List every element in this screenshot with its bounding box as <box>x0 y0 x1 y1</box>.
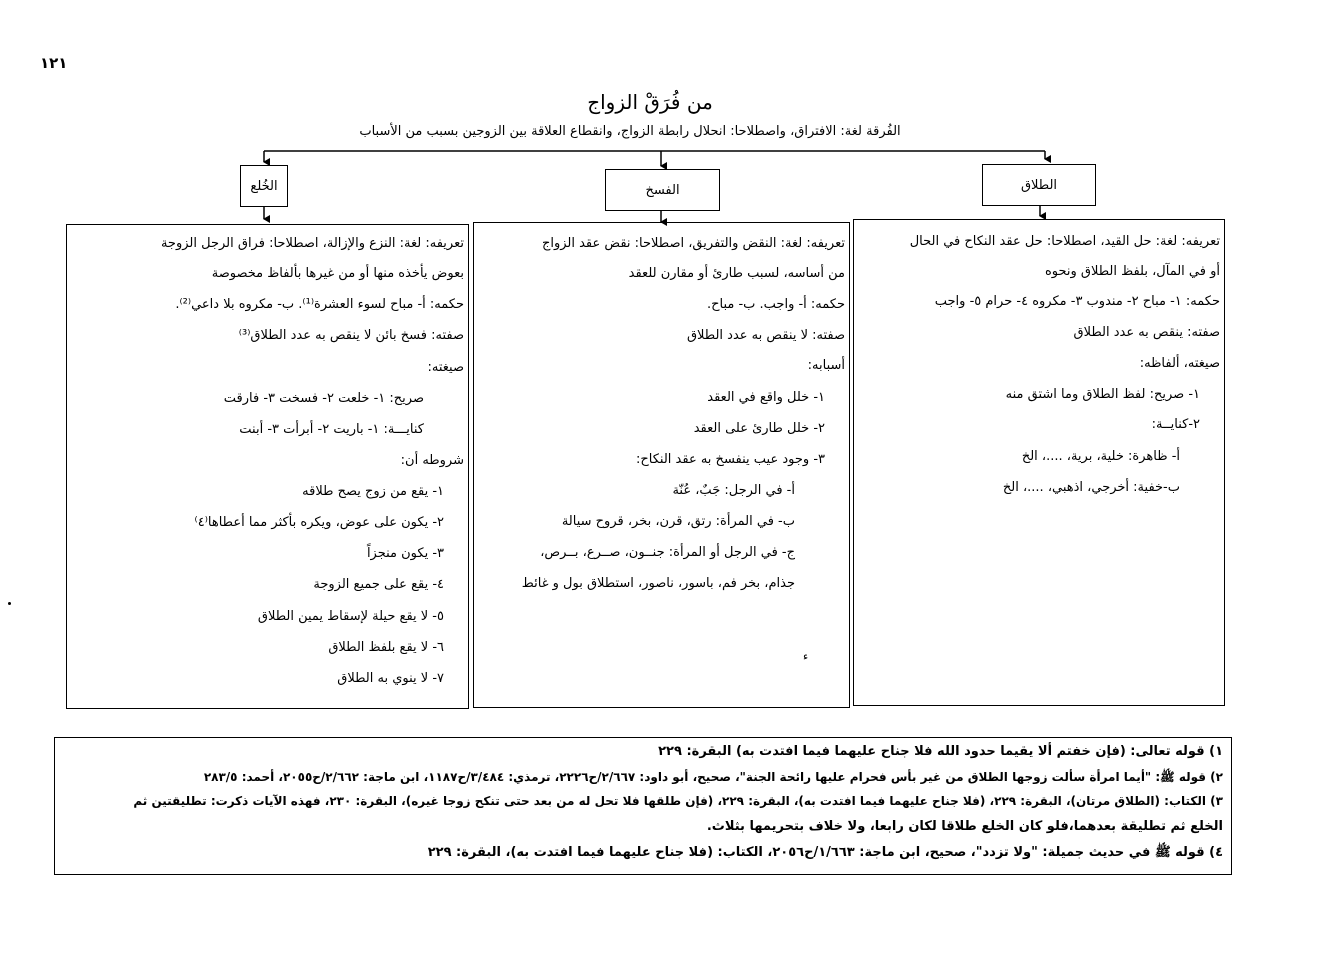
definition-line: الفُرقة لغة: الافتراق، واصطلاحا: انحلال رابطة الزواج، وانقطاع العلاقة بين الزوجين بسبب من الأسباب <box>359 124 901 139</box>
faskh-line-12: جذام، بخر فم، باسور، ناصور، استطلاق بول و غائط <box>521 576 795 591</box>
khul-line-4: صفته: فسخ بائن لا ينقص به عدد الطلاق⁽³⁾ <box>238 328 464 343</box>
talaq-line-2: أو في المآل، بلفظ الطلاق ونحوه <box>1044 264 1220 279</box>
diagram-title: من فُرَقْ الزواج <box>587 90 713 114</box>
talaq-line-4: صفته: ينقص به عدد الطلاق <box>1073 325 1220 340</box>
faskh-line-7: ٢- خلل طارئ على العقد <box>693 421 825 436</box>
faskh-line-6: ١- خلل واقع في العقد <box>707 390 825 405</box>
talaq-line-9: ب-خفية: أخرجي، اذهبي، ....، الخ <box>1002 480 1180 495</box>
khul-line-2: بعوض يأخذه منها أو من غيرها بألفاظ مخصوصة <box>211 266 464 281</box>
panel-khul <box>66 224 469 709</box>
faskh-line-8: ٣- وجود عيب ينفسخ به عقد النكاح: <box>636 452 825 467</box>
talaq-line-5: صيغته، ألفاظه: <box>1139 356 1220 371</box>
talaq-line-8: أ- ظاهرة: خلية، برية، ....، الخ <box>1021 449 1180 464</box>
talaq-line-3: حكمه: ١- مباح ٢- مندوب ٣- مكروه ٤- حرام ٥- واجب <box>934 294 1220 309</box>
talaq-line-1: تعريفه: لغة: حل القيد، اصطلاحا: حل عقد النكاح في الحال <box>909 234 1220 249</box>
faskh-line-4: صفته: لا ينقص به عدد الطلاق <box>686 328 845 343</box>
faskh-line-2: من أساسه، لسبب طارئ أو مقارن للعقد <box>628 266 845 281</box>
footnote-1: ١) قوله تعالى: (فإن خفتم ألا يقيما حدود الله فلا جناح عليهما فيما افتدت به) البقرة: ٢٢٩ <box>658 744 1223 759</box>
faskh-line-3: حكمه: أ- واجب. ب- مباح. <box>706 297 845 312</box>
footnote-4: ٤) قوله ﷺ في حديث جميلة: "ولا تزدد"، صحيح، ابن ماجة: ١/٦٦٣/ح٢٠٥٦، الكتاب: (فلا جناح عليهما فيما افتدت به)، البقرة: ٢٢٩ <box>427 845 1223 860</box>
khul-line-9: ١- يقع من زوج يصح طلاقه <box>302 484 444 499</box>
category-label-faskh: الفسخ <box>645 182 680 198</box>
footnotes-box <box>54 737 1232 875</box>
khul-line-15: ٧- لا ينوي به الطلاق <box>337 671 444 686</box>
khul-line-3: حكمه: أ- مباح لسوء العشرة⁽¹⁾. ب- مكروه بلا داعي⁽²⁾. <box>175 297 464 312</box>
category-box-khul <box>240 165 288 207</box>
panel-faskh <box>473 222 850 708</box>
category-label-khul: الخُلع <box>250 178 278 194</box>
talaq-line-7: ٢-كنايــة: <box>1151 417 1200 432</box>
footnote-3: ٣) الكتاب: (الطلاق مرتان)، البقرة: ٢٢٩، (فلا جناح عليهما فيما افتدت به)، البقرة: ٢٢٩، (فإن طلقها فلا تحل له من بعد حتى تنكح زوجا غيره)، البقرة: ٢٣٠، فهذه الآيات ذكرت: تطليقتين ثم <box>133 794 1223 808</box>
footnote-2: ٢) قوله ﷺ: "أيما امرأة سألت زوجها الطلاق من غير بأس فحرام عليها رائحة الجنة"، صحيح، أبو داود: ٢/٦٦٧/ح٢٢٢٦، ترمذي: ٣/٤٨٤/ح١١٨٧، ابن ماجة: ٢/٦٦٢/ح٢٠٥٥، أحمد: ٢٨٣/٥ <box>203 770 1223 784</box>
stray-dot <box>8 602 11 605</box>
khul-line-1: تعريفه: لغة: النزع والإزالة، اصطلاحا: فراق الرجل الزوجة <box>160 236 464 251</box>
khul-line-14: ٦- لا يقع بلفظ الطلاق <box>328 640 444 655</box>
faskh-line-1: تعريفه: لغة: النقض والتفريق، اصطلاحا: نقض عقد الزواج <box>541 236 845 251</box>
khul-line-8: شروطه أن: <box>400 453 464 468</box>
khul-line-12: ٤- يقع على جميع الزوجة <box>313 577 444 592</box>
page-number: ١٢١ <box>40 54 68 72</box>
khul-line-5: صيغته: <box>427 360 464 375</box>
category-label-talaq: الطلاق <box>1020 177 1058 193</box>
khul-line-7: كنايـــة: ١- باريت ٢- أبرأت ٣- أبنت <box>239 422 424 437</box>
khul-line-10: ٢- يكون على عوض، ويكره بأكثر مما أعطاها⁽٤⁾ <box>194 515 444 530</box>
khul-line-11: ٣- يكون منجزاً <box>366 546 444 561</box>
faskh-line-5: أسبابه: <box>807 358 845 373</box>
footnote-3-continued: الخلع ثم تطليقة بعدهما،فلو كان الخلع طلاقا لكان رابعا، ولا خلاف بتحريمها بثلاث. <box>706 819 1223 834</box>
stray-mark: ء <box>803 650 809 663</box>
faskh-line-11: ج- في الرجل أو المرأة: جنــون، صــرع، بــرص، <box>540 545 795 560</box>
khul-line-13: ٥- لا يقع حيلة لإسقاط يمين الطلاق <box>257 609 444 624</box>
faskh-line-9: أ- في الرجل: جَبٌ، عُنّة <box>672 483 795 498</box>
talaq-line-6: ١- صريح: لفظ الطلاق وما اشتق منه <box>1005 387 1200 402</box>
khul-line-6: صريح: ١- خلعت ٢- فسخت ٣- فارقت <box>223 391 424 406</box>
category-box-talaq <box>982 164 1096 206</box>
panel-talaq <box>853 219 1225 706</box>
faskh-line-10: ب- في المرأة: رتق، قرن، بخر، قروح سيالة <box>561 514 795 529</box>
category-box-faskh <box>605 169 720 211</box>
